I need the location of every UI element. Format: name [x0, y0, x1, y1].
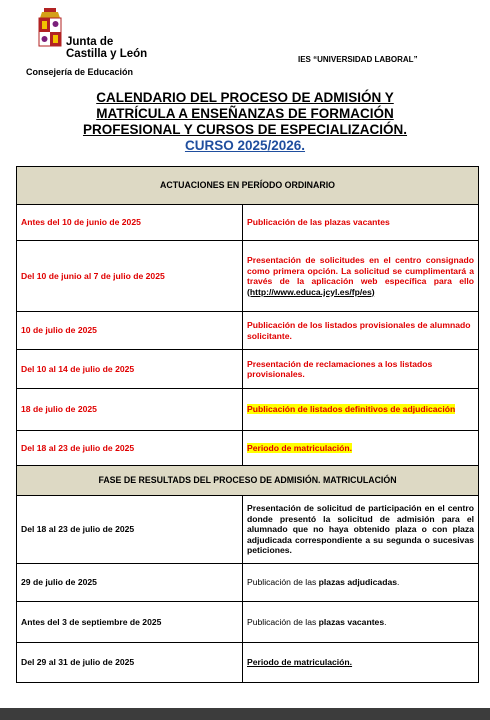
row-date: Antes del 3 de septiembre de 2025	[17, 602, 243, 643]
title-line2: MATRÍCULA A ENSEÑANZAS DE FORMACIÓN	[96, 106, 394, 121]
department-name: Consejería de Educación	[26, 67, 134, 77]
section2-heading: FASE DE RESULTADS DEL PROCESO DE ADMISIÓN. MATRICULACIÓN	[17, 466, 479, 496]
table-row	[17, 564, 479, 602]
row-date: Del 18 al 23 de julio de 2025	[17, 496, 243, 564]
table-row	[17, 496, 479, 564]
highlighted-action: Publicación de listados definitivos de adjudicación	[247, 404, 456, 415]
section1-heading: ACTUACIONES EN PERÍODO ORDINARIO	[17, 167, 479, 205]
highlighted-action: Periodo de matriculación.	[247, 442, 353, 453]
row-action: Publicación de las plazas vacantes	[243, 205, 479, 241]
row-action	[243, 564, 479, 602]
row-date: 18 de julio de 2025	[17, 389, 243, 431]
row-date: Del 18 al 23 de julio de 2025	[17, 431, 243, 466]
school-name: IES “UNIVERSIDAD LABORAL”	[298, 55, 418, 64]
viewer-bottom-bar	[0, 708, 490, 720]
document-title	[40, 90, 450, 154]
table-row	[17, 205, 479, 241]
row-action: Presentación de reclamaciones a los listados provisionales.	[243, 350, 479, 389]
title-line1: CALENDARIO DEL PROCESO DE ADMISIÓN Y	[96, 90, 394, 105]
course-label: CURSO 2025/2026.	[184, 138, 306, 153]
row-action: Publicación de los listados provisionales de alumnado solicitante.	[243, 312, 479, 350]
row-action-prefix: Publicación de las	[247, 577, 319, 588]
row-date: 10 de julio de 2025	[17, 312, 243, 350]
web-app-link[interactable]: (http://www.educa.jcyl.es/fp/es)	[247, 286, 375, 297]
table-row	[17, 389, 479, 431]
table-row	[17, 643, 479, 683]
row-action-prefix: Publicación de las	[247, 616, 319, 627]
section-heading-row	[17, 167, 479, 205]
row-action-emphasis: plazas adjudicadas	[318, 577, 398, 588]
row-action-suffix: .	[384, 616, 387, 627]
row-date: Del 10 de junio al 7 de julio de 2025	[17, 241, 243, 312]
row-action	[243, 431, 479, 466]
table-row	[17, 350, 479, 389]
section-heading-row	[17, 466, 479, 496]
row-date: Del 29 al 31 de julio de 2025	[17, 643, 243, 683]
row-action	[243, 602, 479, 643]
row-action-emphasis: plazas vacantes	[318, 616, 385, 627]
row-date: Antes del 10 de junio de 2025	[17, 205, 243, 241]
admission-calendar-table	[16, 166, 479, 683]
row-action-text: Presentación de solicitudes en el centro consignado como primera opción. La solicitud se cumplimentará a través de la aplicación web específica para ello	[247, 255, 475, 286]
org-name	[66, 36, 147, 60]
title-line3: PROFESIONAL Y CURSOS DE ESPECIALIZACIÓN.	[82, 122, 408, 137]
table-row	[17, 602, 479, 643]
row-date: 29 de julio de 2025	[17, 564, 243, 602]
row-action	[243, 389, 479, 431]
org-name-line2: Castilla y León	[66, 48, 148, 60]
table-row	[17, 312, 479, 350]
org-name-line1: Junta de	[66, 36, 114, 48]
row-action	[243, 241, 479, 312]
row-date: Del 10 al 14 de julio de 2025	[17, 350, 243, 389]
coat-of-arms-logo	[36, 8, 64, 54]
table-row	[17, 431, 479, 466]
row-action: Periodo de matriculación.	[243, 643, 479, 683]
table-row	[17, 241, 479, 312]
row-action: Presentación de solicitud de participación en el centro donde presentó la solicitud de admisión para el alumnado que no haya obtenido plaza o con plaza adjudicada correspondiente a su segunda o sucesivas peticiones.	[243, 496, 479, 564]
row-action-suffix: .	[397, 577, 400, 588]
